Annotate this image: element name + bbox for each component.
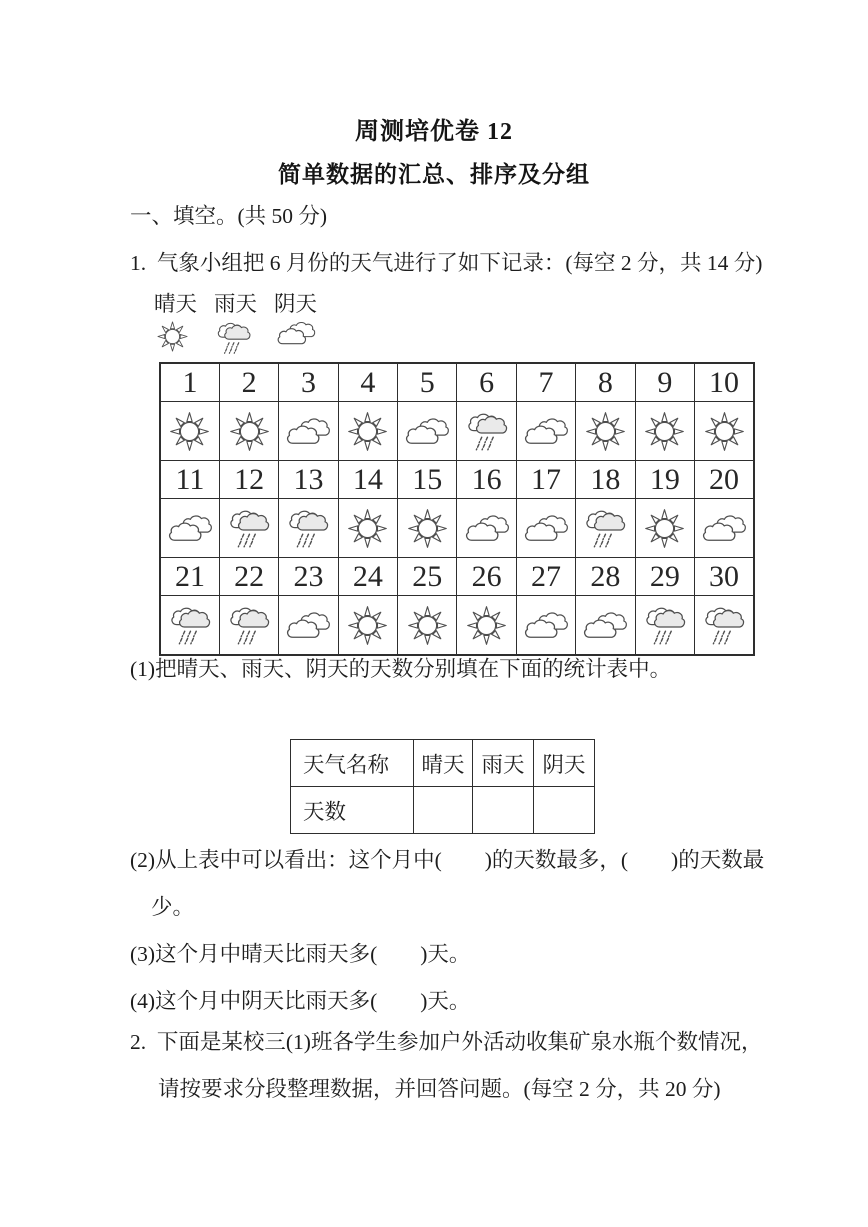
weather-cell-overcast [160,499,219,558]
day-number-cell: 3 [279,363,338,402]
legend-icon-box [155,319,190,359]
sun-icon [345,409,390,454]
sun-icon [227,409,272,454]
weather-cell-sunny [338,596,397,656]
cloud-icon [581,609,629,642]
day-number-cell: 2 [219,363,278,402]
day-number-cell: 22 [219,558,278,596]
weather-cell-sunny [338,499,397,558]
cloud-icon [275,319,317,348]
sun-icon [702,409,747,454]
day-number-row [160,363,754,402]
legend-label: 阴天 [274,292,318,316]
day-number-cell: 30 [695,558,754,596]
stats-header-name: 天气名称 [291,740,414,787]
cloud-icon [166,512,214,545]
day-number-cell: 6 [457,363,516,402]
weather-cell-overcast [457,499,516,558]
weather-cell-sunny [398,596,457,656]
legend-icon-box [215,319,252,359]
weather-cell-sunny [457,596,516,656]
cloud-icon [463,512,511,545]
weather-cell-rainy [219,596,278,656]
day-number-cell: 15 [398,461,457,499]
sun-icon [167,409,212,454]
day-number-cell: 27 [516,558,575,596]
rain-cloud-icon [168,603,212,647]
legend-item-sunny [154,291,197,359]
stats-blank-sunny [414,787,473,834]
weather-cell-sunny [160,402,219,461]
sun-icon [583,409,628,454]
sub-question-1: (1)把晴天、雨天、阴天的天数分别填在下面的统计表中。 [130,657,672,681]
page-title: 周测培优卷 12 [355,119,513,145]
cloud-icon [522,512,570,545]
weather-cell-sunny [635,499,694,558]
rain-cloud-icon [227,506,271,550]
sun-icon [405,506,450,551]
cloud-icon [284,609,332,642]
day-number-cell: 16 [457,461,516,499]
cloud-icon [284,415,332,448]
sub-question-3: (3)这个月中晴天比雨天多( )天。 [130,942,471,966]
day-number-cell: 23 [279,558,338,596]
sub-question-2-line2: 少。 [151,895,195,919]
weather-cell-sunny [695,402,754,461]
rain-cloud-icon [583,506,627,550]
day-number-cell: 17 [516,461,575,499]
weather-cell-rainy [457,402,516,461]
day-number-cell: 8 [576,363,635,402]
cloud-icon [403,415,451,448]
weather-icon-row [160,402,754,461]
weather-cell-rainy [279,499,338,558]
day-number-cell: 28 [576,558,635,596]
rain-cloud-icon [227,603,271,647]
day-number-cell: 5 [398,363,457,402]
day-number-cell: 10 [695,363,754,402]
sub-question-4: (4)这个月中阴天比雨天多( )天。 [130,989,471,1013]
weather-cell-overcast [279,596,338,656]
day-number-cell: 11 [160,461,219,499]
sun-icon [155,319,190,354]
cloud-icon [522,609,570,642]
weather-cell-rainy [635,596,694,656]
weather-cell-overcast [398,402,457,461]
rain-cloud-icon [643,603,687,647]
weather-cell-sunny [635,402,694,461]
stats-header-overcast: 阴天 [534,740,595,787]
weather-cell-overcast [516,499,575,558]
question-2-prompt-line1: 2. 下面是某校三(1)班各学生参加户外活动收集矿泉水瓶个数情况， [130,1030,763,1054]
stats-header-rainy: 雨天 [473,740,534,787]
stats-blank-overcast [534,787,595,834]
sun-icon [345,603,390,648]
weather-cell-sunny [338,402,397,461]
day-number-cell: 20 [695,461,754,499]
weather-record-table [159,362,755,656]
weather-cell-overcast [516,402,575,461]
page-subtitle: 简单数据的汇总、排序及分组 [278,162,590,187]
day-number-cell: 9 [635,363,694,402]
rain-cloud-icon [215,319,252,356]
day-number-cell: 12 [219,461,278,499]
day-number-cell: 7 [516,363,575,402]
stats-value-row [291,787,595,834]
legend-icon-box [275,319,317,359]
day-number-cell: 14 [338,461,397,499]
rain-cloud-icon [286,506,330,550]
weather-icon-row [160,499,754,558]
stats-header-sunny: 晴天 [414,740,473,787]
day-number-cell: 18 [576,461,635,499]
day-number-cell: 19 [635,461,694,499]
weather-legend [154,291,317,359]
stats-header-row [291,740,595,787]
day-number-cell: 21 [160,558,219,596]
day-number-cell: 24 [338,558,397,596]
stats-blank-rainy [473,787,534,834]
day-number-cell: 4 [338,363,397,402]
legend-item-overcast [274,291,317,359]
rain-cloud-icon [702,603,746,647]
day-number-cell: 1 [160,363,219,402]
question-1-prompt: 1. 气象小组把 6 月份的天气进行了如下记录：(每空 2 分，共 14 分) [130,251,763,275]
weather-cell-overcast [516,596,575,656]
cloud-icon [522,415,570,448]
weather-cell-rainy [219,499,278,558]
sun-icon [642,409,687,454]
weather-cell-rainy [695,596,754,656]
weather-cell-sunny [576,402,635,461]
section-heading: 一、填空。(共 50 分) [130,204,328,228]
weather-cell-sunny [219,402,278,461]
day-number-row [160,461,754,499]
weather-cell-overcast [576,596,635,656]
sun-icon [345,506,390,551]
sun-icon [464,603,509,648]
weather-cell-overcast [695,499,754,558]
weather-record-table-body [160,363,754,655]
legend-item-rainy [214,291,257,359]
legend-label: 雨天 [214,292,258,316]
weather-stats-table [290,739,595,834]
day-number-cell: 26 [457,558,516,596]
weather-cell-sunny [398,499,457,558]
weather-cell-overcast [279,402,338,461]
cloud-icon [700,512,748,545]
day-number-cell: 29 [635,558,694,596]
sub-question-2-line1: (2)从上表中可以看出：这个月中( )的天数最多，( )的天数最 [130,848,765,872]
day-number-cell: 13 [279,461,338,499]
day-number-cell: 25 [398,558,457,596]
legend-label: 晴天 [154,292,198,316]
question-2-prompt-line2: 请按要求分段整理数据，并回答问题。(每空 2 分，共 20 分) [158,1077,721,1101]
sun-icon [642,506,687,551]
weather-cell-rainy [160,596,219,656]
weather-icon-row [160,596,754,656]
stats-row-label: 天数 [291,787,414,834]
day-number-row [160,558,754,596]
sun-icon [405,603,450,648]
weather-cell-rainy [576,499,635,558]
rain-cloud-icon [465,409,509,453]
